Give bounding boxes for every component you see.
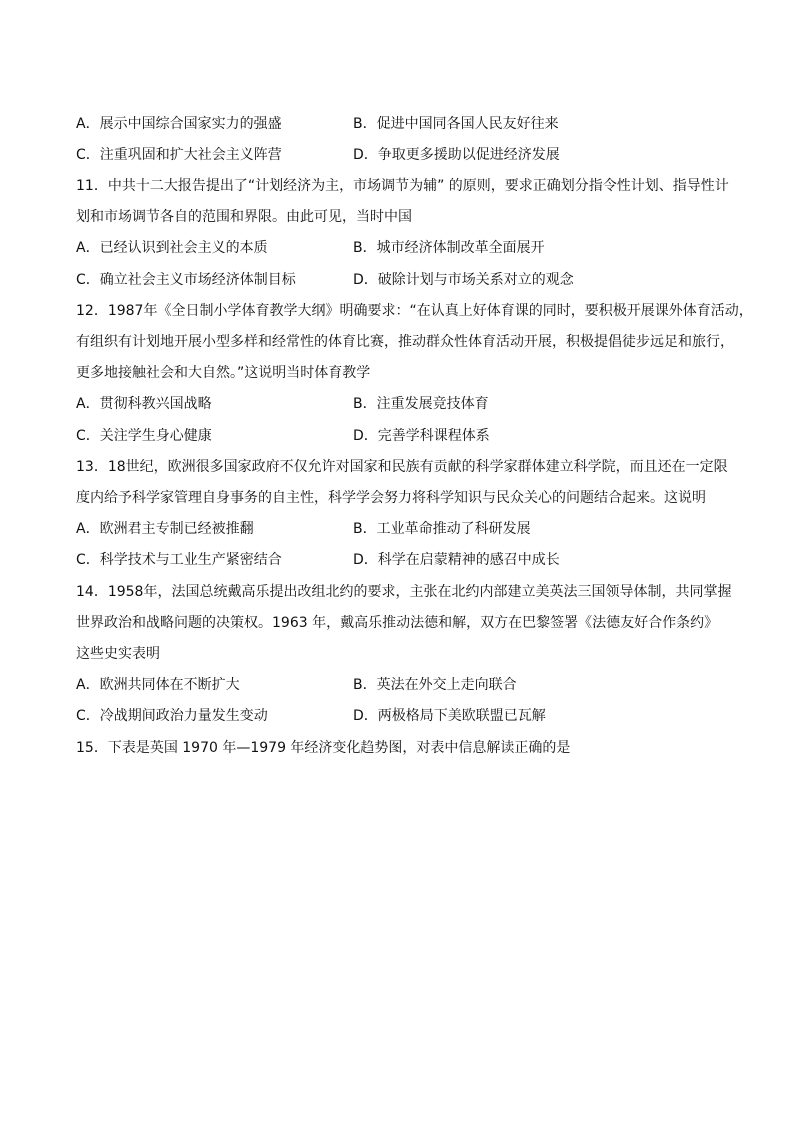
q14-stem-line-1: 14．1958年，法国总统戴高乐提出改组北约的要求，主张在北约内部建立美英法三国领导体制，共同掌握 bbox=[76, 584, 732, 600]
q12-stem-line-3: 更多地接触社会和大自然。”这说明当时体育教学 bbox=[76, 365, 371, 381]
q14-option-a: A．欧洲共同体在不断扩大 bbox=[76, 677, 240, 693]
q14-option-c: C．冷战期间政治力量发生变动 bbox=[76, 708, 268, 724]
q14-option-b: B．英法在外交上走向联合 bbox=[353, 677, 517, 693]
q12-stem-line-1: 12．1987年《全日制小学体育教学大纲》明确要求：“在认真上好体育课的同时，要积极开展课外体育活动， bbox=[76, 303, 753, 319]
q15-stem-line-1: 15．下表是英国 1970 年—1979 年经济变化趋势图，对表中信息解读正确的是 bbox=[76, 740, 571, 756]
q12-option-c: C．关注学生身心健康 bbox=[76, 428, 212, 444]
q13-option-a: A．欧洲君主专制已经被推翻 bbox=[76, 521, 254, 537]
q13-stem-line-1: 13．18世纪，欧洲很多国家政府不仅允许对国家和民族有贡献的科学家群体建立科学院，而且还在一定限 bbox=[76, 459, 728, 475]
q13-stem-line-2: 度内给予科学家管理自身事务的自主性，科学学会努力将科学知识与民众关心的问题结合起来。这说明 bbox=[76, 490, 706, 506]
q10-option-b: B．促进中国同各国人民友好往来 bbox=[353, 116, 559, 132]
q13-option-c: C．科学技术与工业生产紧密结合 bbox=[76, 552, 282, 568]
q12-option-a: A．贯彻科教兴国战略 bbox=[76, 396, 212, 412]
q11-option-b: B．城市经济体制改革全面展开 bbox=[353, 240, 545, 256]
q10-option-a: A．展示中国综合国家实力的强盛 bbox=[76, 116, 282, 132]
q13-option-d: D．科学在启蒙精神的感召中成长 bbox=[353, 552, 560, 568]
q11-stem-line-1: 11．中共十二大报告提出了“计划经济为主，市场调节为辅” 的原则，要求正确划分指令性计划、指导性计 bbox=[76, 178, 729, 194]
q11-option-c: C．确立社会主义市场经济体制目标 bbox=[76, 272, 296, 288]
q11-option-d: D．破除计划与市场关系对立的观念 bbox=[353, 272, 574, 288]
q12-stem-line-2: 有组织有计划地开展小型多样和经常性的体育比赛，推动群众性体育活动开展，积极提倡徒步远足和旅行， bbox=[76, 334, 734, 350]
q11-option-a: A．已经认识到社会主义的本质 bbox=[76, 240, 268, 256]
q14-stem-line-2: 世界政治和战略问题的决策权。1963 年，戴高乐推动法德和解，双方在巴黎签署《法德友好合作条约》 bbox=[76, 615, 719, 631]
q14-option-d: D．两极格局下美欧联盟已瓦解 bbox=[353, 708, 546, 724]
q13-option-b: B．工业革命推动了科研发展 bbox=[353, 521, 531, 537]
q14-stem-line-3: 这些史实表明 bbox=[76, 646, 160, 662]
q11-stem-line-2: 划和市场调节各自的范围和界限。由此可见，当时中国 bbox=[76, 209, 412, 225]
q10-option-d: D．争取更多援助以促进经济发展 bbox=[353, 147, 560, 163]
q12-option-d: D．完善学科课程体系 bbox=[353, 428, 490, 444]
q12-option-b: B．注重发展竞技体育 bbox=[353, 396, 489, 412]
q10-option-c: C．注重巩固和扩大社会主义阵营 bbox=[76, 147, 282, 163]
